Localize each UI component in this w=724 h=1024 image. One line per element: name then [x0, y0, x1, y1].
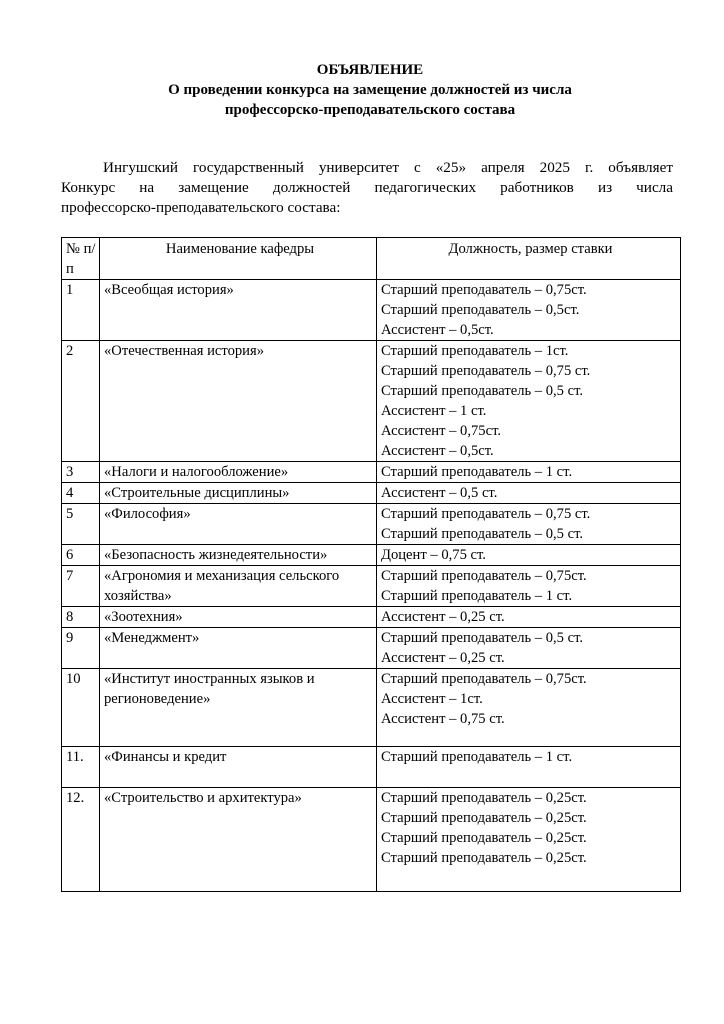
- department-name: «Всеобщая история»: [100, 280, 377, 341]
- position-item: Ассистент – 0,75ст.: [381, 423, 501, 439]
- row-number: 3: [62, 462, 100, 483]
- table-row: [62, 628, 681, 669]
- table-row: [62, 545, 681, 566]
- row-number: 4: [62, 483, 100, 504]
- positions-cell: [377, 788, 681, 892]
- table-row: [62, 504, 681, 545]
- intro-line-2: Конкурс на замещение должностей педагогических работников из числа: [61, 179, 673, 196]
- position-item: Ассистент – 0,75 ст.: [381, 711, 505, 727]
- position-item: Старший преподаватель – 0,75ст.: [381, 282, 587, 298]
- row-number: 11.: [62, 747, 100, 788]
- position-item: Старший преподаватель – 0,25ст.: [381, 790, 587, 806]
- department-name: «Налоги и налогообложение»: [100, 462, 377, 483]
- department-name: «Зоотехния»: [100, 607, 377, 628]
- announcement-subtitle-line-1: О проведении конкурса на замещение должностей из числа: [168, 82, 572, 98]
- row-number: 1: [62, 280, 100, 341]
- vacancies-table: [61, 237, 681, 892]
- positions-cell: [377, 341, 681, 462]
- positions-cell: [377, 462, 681, 483]
- department-name: «Агрономия и механизация сельского хозяйства»: [100, 566, 377, 607]
- table-row: [62, 747, 681, 788]
- row-number: 6: [62, 545, 100, 566]
- table-row: [62, 483, 681, 504]
- position-item: Ассистент – 1ст.: [381, 691, 483, 707]
- positions-cell: [377, 483, 681, 504]
- table-row: [62, 607, 681, 628]
- table-row: [62, 341, 681, 462]
- positions-cell: [377, 280, 681, 341]
- department-name: «Философия»: [100, 504, 377, 545]
- position-item: Старший преподаватель – 0,5 ст.: [381, 526, 584, 542]
- position-item: Ассистент – 0,5 ст.: [381, 485, 498, 501]
- position-item: Старший преподаватель – 0,25ст.: [381, 830, 587, 846]
- intro-line-3: профессорско-преподавательского состава:: [61, 199, 341, 216]
- position-item: Старший преподаватель – 1ст.: [381, 343, 569, 359]
- positions-cell: [377, 628, 681, 669]
- positions-cell: [377, 545, 681, 566]
- position-item: Старший преподаватель – 0,75 ст.: [381, 363, 591, 379]
- positions-cell: [377, 504, 681, 545]
- department-name: «Строительные дисциплины»: [100, 483, 377, 504]
- row-number: 8: [62, 607, 100, 628]
- position-item: Старший преподаватель – 0,5ст.: [381, 302, 580, 318]
- positions-cell: [377, 747, 681, 788]
- header-number: № п/п: [62, 238, 100, 280]
- row-number: 9: [62, 628, 100, 669]
- announcement-title: ОБЪЯВЛЕНИЕ: [316, 62, 424, 78]
- row-number: 12.: [62, 788, 100, 892]
- intro-line-1: Ингушский государственный университет с «25» апреля 2025 г. объявляет: [103, 159, 673, 176]
- header-position: Должность, размер ставки: [377, 238, 681, 280]
- announcement-subtitle-line-2: профессорско-преподавательского состава: [224, 102, 516, 118]
- department-name: «Отечественная история»: [100, 341, 377, 462]
- table-header-row: [62, 238, 681, 280]
- table-row: [62, 462, 681, 483]
- position-item: Старший преподаватель – 1 ст.: [381, 588, 573, 604]
- department-name: «Менеджмент»: [100, 628, 377, 669]
- position-item: Старший преподаватель – 0,75ст.: [381, 568, 587, 584]
- table-row: [62, 669, 681, 747]
- row-number: 2: [62, 341, 100, 462]
- position-item: Старший преподаватель – 1 ст.: [381, 464, 573, 480]
- department-name: «Строительство и архитектура»: [100, 788, 377, 892]
- positions-cell: [377, 607, 681, 628]
- position-item: Ассистент – 0,5ст.: [381, 322, 494, 338]
- table-row: [62, 788, 681, 892]
- intro-paragraph: [61, 158, 673, 218]
- position-item: Старший преподаватель – 0,75 ст.: [381, 506, 591, 522]
- table-row: [62, 566, 681, 607]
- position-item: Старший преподаватель – 0,25ст.: [381, 810, 587, 826]
- header-department: Наименование кафедры: [100, 238, 377, 280]
- table-body: [62, 280, 681, 892]
- department-name: «Безопасность жизнедеятельности»: [100, 545, 377, 566]
- table-row: [62, 280, 681, 341]
- position-item: Ассистент – 0,25 ст.: [381, 650, 505, 666]
- positions-cell: [377, 669, 681, 747]
- position-item: Старший преподаватель – 0,5 ст.: [381, 630, 584, 646]
- position-item: Старший преподаватель – 1 ст.: [381, 749, 573, 765]
- row-number: 10: [62, 669, 100, 747]
- row-number: 5: [62, 504, 100, 545]
- row-number: 7: [62, 566, 100, 607]
- announcement-heading: [60, 60, 680, 120]
- position-item: Ассистент – 0,5ст.: [381, 443, 494, 459]
- position-item: Старший преподаватель – 0,25ст.: [381, 850, 587, 866]
- position-item: Старший преподаватель – 0,75ст.: [381, 671, 587, 687]
- department-name: «Финансы и кредит: [100, 747, 377, 788]
- positions-cell: [377, 566, 681, 607]
- position-item: Ассистент – 1 ст.: [381, 403, 487, 419]
- position-item: Доцент – 0,75 ст.: [381, 547, 486, 563]
- position-item: Ассистент – 0,25 ст.: [381, 609, 505, 625]
- position-item: Старший преподаватель – 0,5 ст.: [381, 383, 584, 399]
- department-name: «Институт иностранных языков и регионоведение»: [100, 669, 377, 747]
